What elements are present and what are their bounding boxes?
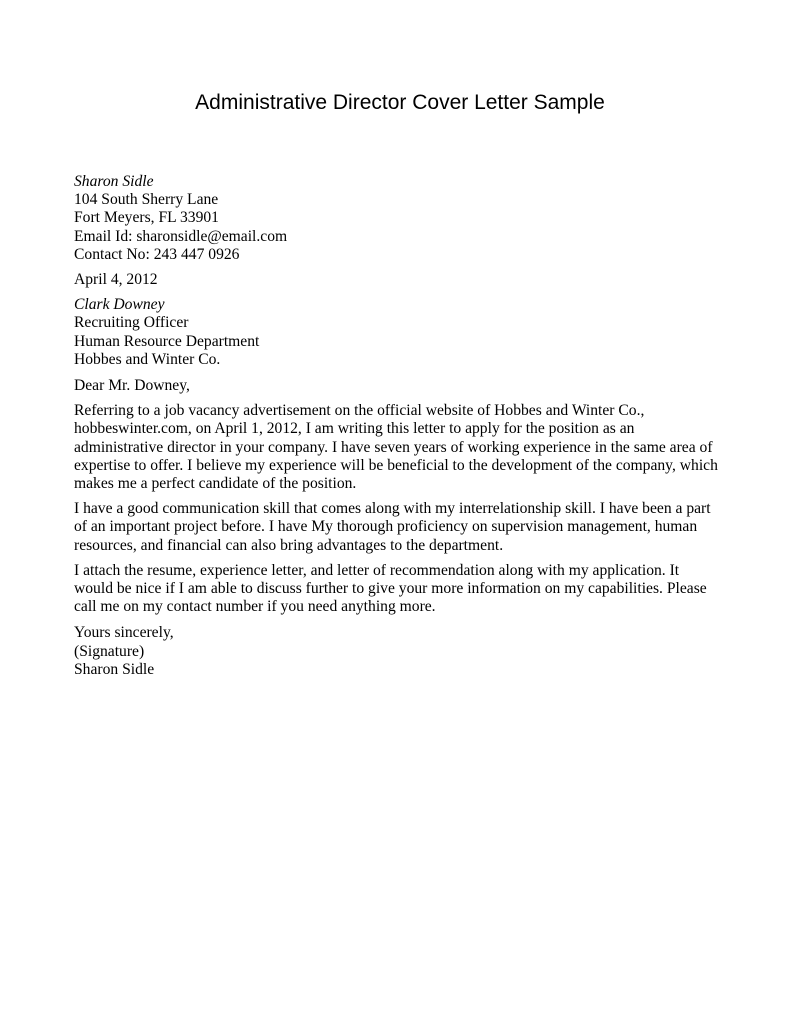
- sender-contact: Contact No: 243 447 0926: [74, 245, 240, 263]
- paragraph-line: Referring to a job vacancy advertisement on the official website of Hobbes and Winter Co.,: [74, 402, 645, 420]
- paragraph-line: I have a good communication skill that comes along with my interrelationship skill. I have been a part: [74, 500, 711, 518]
- closing-name: Sharon Sidle: [74, 660, 155, 678]
- letter-date-block: [74, 271, 734, 289]
- sender-address-line1: 104 South Sherry Lane: [74, 191, 219, 209]
- sender-block: [74, 173, 734, 264]
- sender-email: Email Id: sharonsidle@email.com: [74, 227, 288, 245]
- recipient-block: [74, 296, 734, 369]
- paragraph-line: of an important project before. I have My thorough proficiency on supervision management, human: [74, 518, 698, 536]
- signature-placeholder: (Signature): [74, 642, 145, 660]
- paragraph-line: expertise to offer. I believe my experience will be beneficial to the development of the company, which: [74, 456, 718, 474]
- valediction: Yours sincerely,: [74, 624, 174, 642]
- body-paragraph-3: [74, 562, 734, 617]
- recipient-department: Human Resource Department: [74, 332, 260, 350]
- body-paragraph-2: [74, 500, 734, 555]
- paragraph-line: call me on my contact number if you need anything more.: [74, 598, 436, 616]
- recipient-title: Recruiting Officer: [74, 314, 189, 332]
- paragraph-line: hobbeswinter.com, on April 1, 2012, I am writing this letter to apply for the position as an: [74, 420, 635, 438]
- sender-name: Sharon Sidle: [74, 173, 154, 190]
- paragraph-line: administrative director in your company. I have seven years of working experience in the same area of: [74, 438, 713, 456]
- recipient-name: Clark Downey: [74, 296, 165, 314]
- salutation-block: [74, 377, 734, 395]
- paragraph-line: resources, and financial can also bring advantages to the department.: [74, 536, 504, 554]
- sender-address-line2: Fort Meyers, FL 33901: [74, 209, 219, 227]
- page-title: Administrative Director Cover Letter Sample: [195, 91, 605, 114]
- paragraph-line: would be nice if I am able to discuss further to give your more information on my capabilities. Please: [74, 580, 707, 598]
- closing-block: [74, 624, 734, 679]
- paragraph-line: makes me a perfect candidate of the position.: [74, 475, 357, 493]
- recipient-company: Hobbes and Winter Co.: [74, 350, 221, 368]
- salutation: Dear Mr. Downey,: [74, 377, 190, 395]
- paragraph-line: I attach the resume, experience letter, and letter of recommendation along with my application. It: [74, 561, 680, 579]
- letter-date: April 4, 2012: [74, 271, 158, 289]
- letter-body: [74, 173, 734, 679]
- body-paragraph-1: [74, 402, 734, 493]
